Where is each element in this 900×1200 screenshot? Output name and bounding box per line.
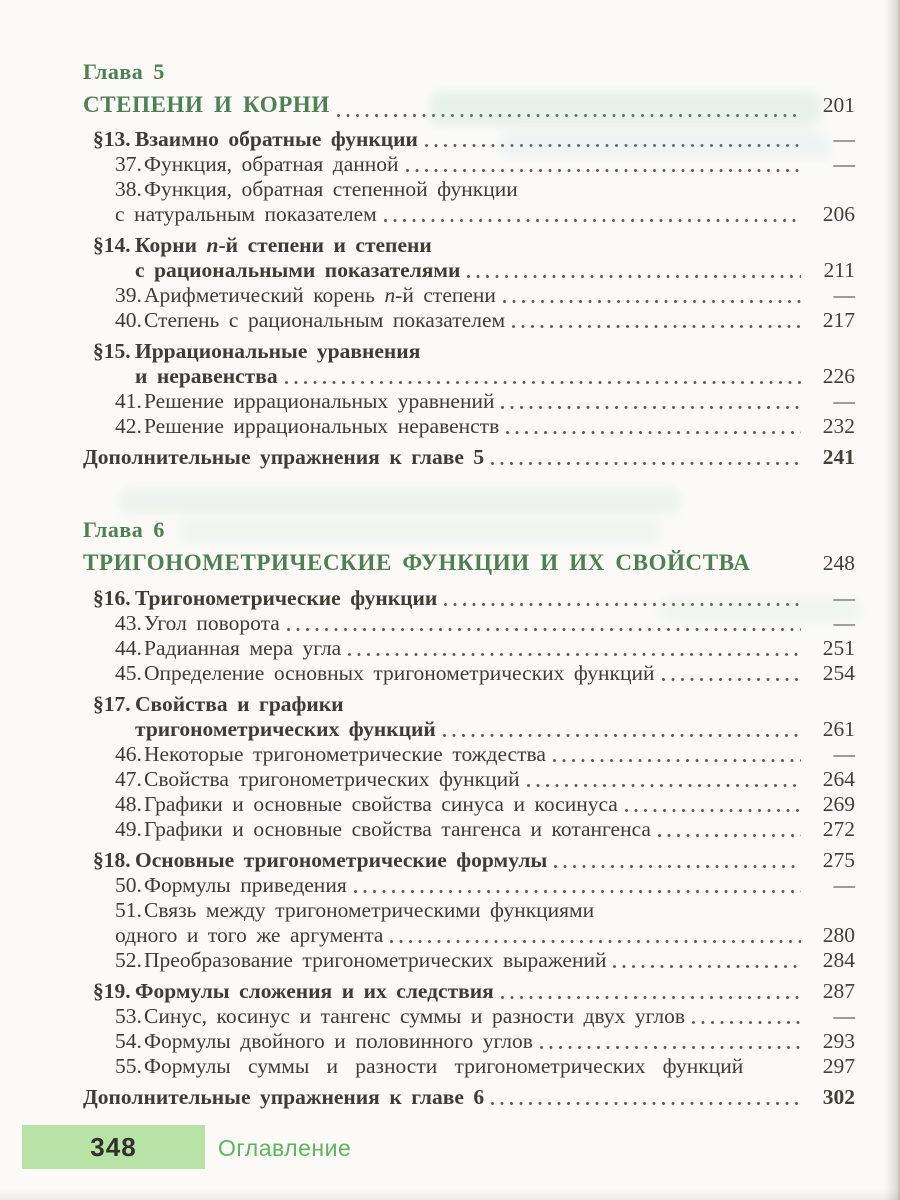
toc-row-extra-ch5 (83, 445, 855, 470)
item-number: 42. (115, 414, 142, 438)
item-number: 51. (115, 898, 142, 922)
item-number: 49. (115, 817, 142, 841)
toc-row-s14 (93, 233, 855, 258)
dot-leader (491, 1102, 801, 1105)
page-edge-shadow (0, 1190, 900, 1200)
toc-row-s18 (93, 848, 855, 873)
entry-title-continued: с рациональными показателями (135, 258, 461, 282)
chapter-6-label (83, 516, 855, 544)
toc-row-s14-cont (135, 258, 855, 283)
item-number: 50. (115, 873, 142, 897)
toc-row-s15 (93, 339, 855, 364)
entry-title: Свойства и графики (135, 692, 344, 716)
toc-row-45 (115, 661, 855, 686)
page-number: 248 (822, 551, 855, 575)
dot-leader (750, 1071, 801, 1074)
toc-row-39 (115, 283, 855, 308)
entry-title: Связь между тригонометрическими функциями (144, 898, 595, 922)
item-number: 41. (115, 389, 142, 413)
entry-title: Дополнительные упражнения к главе 5 (83, 445, 485, 469)
toc-row-38-cont (115, 202, 855, 227)
item-number: 55. (115, 1054, 142, 1078)
chapter-title-text: ТРИГОНОМЕТРИЧЕСКИЕ ФУНКЦИИ И ИХ СВОЙСТВА (83, 550, 751, 575)
dot-leader (625, 809, 801, 812)
section-number: §16. (93, 586, 131, 610)
entry-title: Дополнительные упражнения к главе 6 (83, 1085, 485, 1109)
page-number: — (833, 611, 855, 635)
page-number: 226 (822, 364, 855, 388)
toc-row-41 (115, 389, 855, 414)
dot-leader (506, 431, 801, 434)
item-number: 52. (115, 948, 142, 972)
dot-leader (662, 678, 802, 681)
toc-row-s13 (93, 127, 855, 152)
toc-row-47 (115, 767, 855, 792)
toc-row-43 (115, 611, 855, 636)
entry-title: Графики и основные свойства тангенса и котангенса (144, 817, 651, 841)
toc-row-51-cont (115, 923, 855, 948)
page-number: 211 (823, 258, 855, 282)
chapter-title-text: СТЕПЕНИ И КОРНИ (83, 92, 330, 117)
dot-leader (406, 169, 801, 172)
toc-row-46 (115, 742, 855, 767)
entry-title: Иррациональные уравнения (135, 339, 421, 363)
entry-title: Некоторые тригонометрические тождества (144, 742, 546, 766)
toc-row-44 (115, 636, 855, 661)
page-number: 287 (822, 979, 855, 1003)
page-number: — (833, 586, 855, 610)
toc-row-54 (115, 1029, 855, 1054)
entry-title: Тригонометрические функции (135, 586, 438, 610)
entry-title: Степень с рациональным показателем (144, 308, 506, 332)
entry-title: Определение основных тригонометрических функций (144, 661, 655, 685)
dot-leader (443, 734, 801, 737)
entry-title: Функция, обратная данной (144, 152, 399, 176)
entry-title: Радианная мера угла (144, 636, 342, 660)
dot-leader (757, 572, 801, 575)
toc-row-38 (115, 177, 855, 202)
dot-leader (540, 1046, 801, 1049)
item-number: 39. (115, 283, 142, 307)
dot-leader (512, 325, 801, 328)
entry-title: Графики и основные свойства синуса и косинуса (144, 792, 618, 816)
footer-section-label: Оглавление (218, 1135, 352, 1161)
entry-title: Формулы суммы и разности тригонометрических функций (144, 1054, 744, 1078)
page-number: 254 (822, 661, 855, 685)
entry-title: Синус, косинус и тангенс суммы и разности двух углов (144, 1004, 685, 1028)
page-number: 232 (822, 414, 855, 438)
entry-title: Свойства тригонометрических функций (144, 767, 520, 791)
chapter-5-title-row (83, 88, 855, 122)
dot-leader (444, 603, 801, 606)
entry-title: Арифметический корень n-й степени (144, 283, 496, 307)
toc-row-s17-cont (135, 717, 855, 742)
page-number: 269 (822, 792, 855, 816)
toc-row-extra-ch6 (83, 1085, 855, 1110)
dot-leader (658, 834, 801, 837)
entry-title: Решение иррациональных уравнений (144, 389, 495, 413)
section-number: §18. (93, 848, 131, 872)
toc-row-51 (115, 898, 855, 923)
entry-title: Решение иррациональных неравенств (144, 414, 500, 438)
entry-title-continued: тригонометрических функций (135, 717, 436, 741)
toc-row-49 (115, 817, 855, 842)
page-number: 251 (822, 636, 855, 660)
dot-leader (527, 784, 801, 787)
item-number: 54. (115, 1029, 142, 1053)
item-number: 37. (115, 152, 142, 176)
chapter-label-text: Глава 6 (83, 517, 165, 542)
page-number: 272 (822, 817, 855, 841)
item-number: 45. (115, 661, 142, 685)
dot-leader (553, 759, 801, 762)
dot-leader (491, 462, 801, 465)
page-number: 201 (822, 93, 855, 117)
toc-row-52 (115, 948, 855, 973)
toc-row-s15-cont (135, 364, 855, 389)
item-number: 53. (115, 1004, 142, 1028)
toc-row-50 (115, 873, 855, 898)
toc-row-s16 (93, 586, 855, 611)
dot-leader (613, 965, 801, 968)
entry-title: Основные тригонометрические формулы (135, 848, 548, 872)
section-number: §13. (93, 127, 131, 151)
dot-leader (467, 275, 801, 278)
page-number: 217 (822, 308, 855, 332)
dot-leader (501, 996, 801, 999)
item-number: 43. (115, 611, 142, 635)
dot-leader (501, 406, 801, 409)
toc-row-53 (115, 1004, 855, 1029)
entry-title: Формулы двойного и половинного углов (144, 1029, 533, 1053)
dot-leader (285, 381, 801, 384)
page-number: — (833, 742, 855, 766)
italic-n: n (206, 233, 219, 257)
toc-row-55 (115, 1054, 855, 1079)
toc-row-s17 (93, 692, 855, 717)
item-number: 38. (115, 177, 142, 201)
dot-leader (692, 1021, 801, 1024)
page-number: 280 (822, 923, 855, 947)
toc-row-s19 (93, 979, 855, 1004)
item-number: 47. (115, 767, 142, 791)
toc-row-40 (115, 308, 855, 333)
entry-title: Формулы приведения (144, 873, 347, 897)
section-number: §17. (93, 692, 131, 716)
page-number: 293 (822, 1029, 855, 1053)
entry-title: Угол поворота (144, 611, 280, 635)
page-number: 297 (822, 1054, 855, 1078)
page-number: — (833, 283, 855, 307)
toc-row-42 (115, 414, 855, 439)
entry-title: Корни n-й степени и степени (135, 233, 432, 257)
page-number: — (833, 152, 855, 176)
item-number: 40. (115, 308, 142, 332)
page-number: 302 (822, 1085, 855, 1109)
entry-title: Формулы сложения и их следствия (135, 979, 494, 1003)
page-number: 241 (822, 445, 855, 469)
footer-page-number: 348 (90, 1131, 137, 1162)
dot-leader (337, 114, 801, 117)
entry-title: Преобразование тригонометрических выражений (144, 948, 607, 972)
page-number: 275 (822, 848, 855, 872)
section-number: §19. (93, 979, 131, 1003)
page-number: 264 (822, 767, 855, 791)
dot-leader (287, 628, 801, 631)
page-number: — (833, 873, 855, 897)
page-number: — (833, 1004, 855, 1028)
italic-n: n (384, 283, 396, 307)
chapter-6-title-row (83, 546, 855, 580)
toc-row-48 (115, 792, 855, 817)
entry-title: Функция, обратная степенной функции (144, 177, 518, 201)
dot-leader (390, 940, 801, 943)
page-number: — (833, 389, 855, 413)
page-number: 261 (822, 717, 855, 741)
chapter-5-label (83, 58, 855, 86)
entry-title-continued: одного и того же аргумента (115, 923, 384, 947)
chapter-label-text: Глава 5 (83, 59, 165, 84)
page-number: 206 (822, 202, 855, 226)
toc-row-37 (115, 152, 855, 177)
section-number: §15. (93, 339, 131, 363)
entry-title: Взаимно обратные функции (135, 127, 418, 151)
dot-leader (503, 300, 801, 303)
page-number: 284 (822, 948, 855, 972)
section-number: §14. (93, 233, 131, 257)
entry-title-continued: с натуральным показателем (115, 202, 377, 226)
dot-leader (354, 890, 801, 893)
dot-leader (554, 865, 801, 868)
footer-page-number-box (22, 1125, 205, 1169)
item-number: 48. (115, 792, 142, 816)
dot-leader (425, 144, 801, 147)
item-number: 46. (115, 742, 142, 766)
dot-leader (348, 653, 801, 656)
page-number: — (833, 127, 855, 151)
dot-leader (384, 219, 801, 222)
entry-title-continued: и неравенства (135, 364, 278, 388)
item-number: 44. (115, 636, 142, 660)
